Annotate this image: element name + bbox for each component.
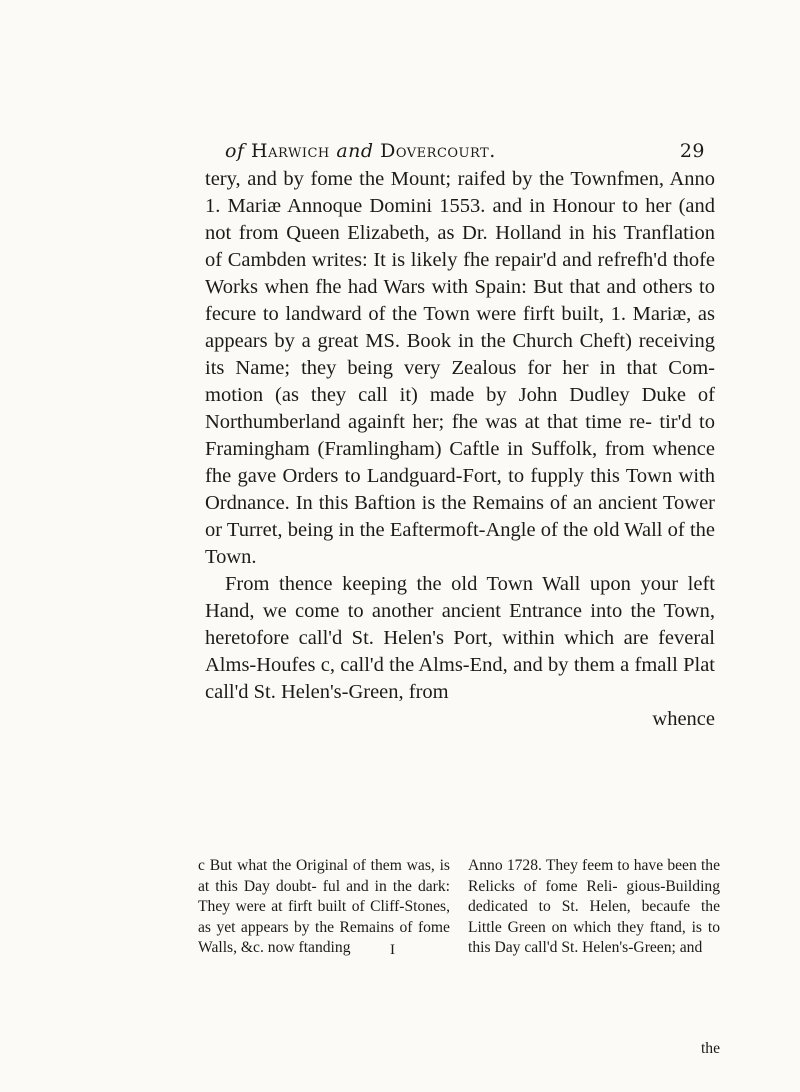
title-and: and bbox=[336, 140, 374, 162]
text-line: the Eaftermoft-Angle of the old Wall of the Town. bbox=[205, 519, 715, 568]
footnote-line: at firft built of Cliff-Stones, as bbox=[198, 898, 450, 936]
text-line: Name; they being very Zealous for her in that Com- bbox=[235, 357, 716, 379]
text-line: motion (as they call it) made by John Dudley Duke of bbox=[205, 384, 715, 406]
signature-mark: I bbox=[390, 942, 395, 958]
text-line: in his Tranflation of Cambden writes: It is likely fhe bbox=[205, 222, 715, 271]
footnote-left-column bbox=[198, 856, 450, 959]
text-line: which are feveral Alms-Houfes c, call'd the Alms-End, bbox=[205, 627, 715, 676]
text-line: From thence keeping the old Town Wall upon your bbox=[225, 573, 679, 595]
running-header bbox=[225, 140, 705, 162]
footnote-line: Anno 1728. They feem to have bbox=[468, 857, 664, 874]
footnote-line: Helen, becaufe the Little Green bbox=[468, 898, 721, 936]
text-line: the Town, heretofore call'd St. Helen's Port, within bbox=[205, 600, 715, 649]
text-line: the Remains of an ancient Tower or Turret, being in bbox=[205, 492, 715, 541]
footnote-line: fome Walls, &c. now ftanding bbox=[198, 918, 450, 956]
paragraph-1 bbox=[205, 166, 715, 571]
title-harwich: Harwich bbox=[251, 140, 330, 162]
footnote-line: ful and in the dark: They were bbox=[198, 877, 451, 915]
catchword: whence bbox=[652, 708, 715, 730]
text-line: with Spain: But that and others to fecure to landward bbox=[205, 276, 716, 325]
footnote-line: been the Relicks of fome Reli- bbox=[468, 857, 720, 895]
footnote-catchword: the bbox=[700, 1040, 720, 1057]
footnote-line: Day call'd St. Helen's-Green; and bbox=[494, 939, 703, 956]
text-line: from whence fhe gave Orders to Landguard-Fort, to bbox=[205, 438, 716, 487]
footnote-line: yet appears by the Remains of bbox=[216, 918, 413, 936]
title-prefix: of bbox=[225, 140, 245, 162]
footnote-line: them was, is at this Day doubt- bbox=[198, 857, 450, 895]
paragraph-2 bbox=[205, 571, 715, 706]
text-line: fupply this Town with Ordnance. In this Baftion is bbox=[205, 465, 715, 514]
title-dovercourt: Dovercourt. bbox=[380, 140, 496, 162]
text-line: repair'd and refrefh'd thofe Works when fhe had Wars bbox=[205, 249, 715, 298]
text-line: Northumberland againft her; fhe was at that time re- bbox=[205, 411, 652, 433]
text-line: and by them a fmall Plat call'd St. Helen's-Green, from bbox=[205, 654, 715, 703]
footnote-line: on which they ftand, is to this bbox=[468, 918, 720, 956]
running-title bbox=[225, 140, 496, 162]
text-line: tir'd to Framingham (Framlingham) Caftle in Suffolk, bbox=[205, 411, 715, 460]
text-line: Anno 1. Mariæ Annoque Domini 1553. and in Honour bbox=[205, 168, 715, 217]
text-line: of the Town were firft built, 1. Mariæ, as appears by bbox=[205, 303, 716, 352]
footnote-line: c But what the Original of bbox=[198, 857, 366, 874]
text-line: a great MS. Book in the Church Cheft) receiving its bbox=[205, 330, 715, 379]
page-number: 29 bbox=[679, 140, 705, 162]
footnote-line: gious-Building dedicated to St. bbox=[468, 877, 720, 915]
text-line: to her (and not from Queen Elizabeth, as Dr. Holland bbox=[205, 195, 716, 244]
main-text bbox=[205, 166, 715, 733]
text-line: left Hand, we come to another ancient Entrance into bbox=[205, 573, 715, 622]
footnote-right-column bbox=[468, 856, 720, 959]
text-line: tery, and by fome the Mount; raifed by the Townfmen, bbox=[205, 168, 664, 190]
